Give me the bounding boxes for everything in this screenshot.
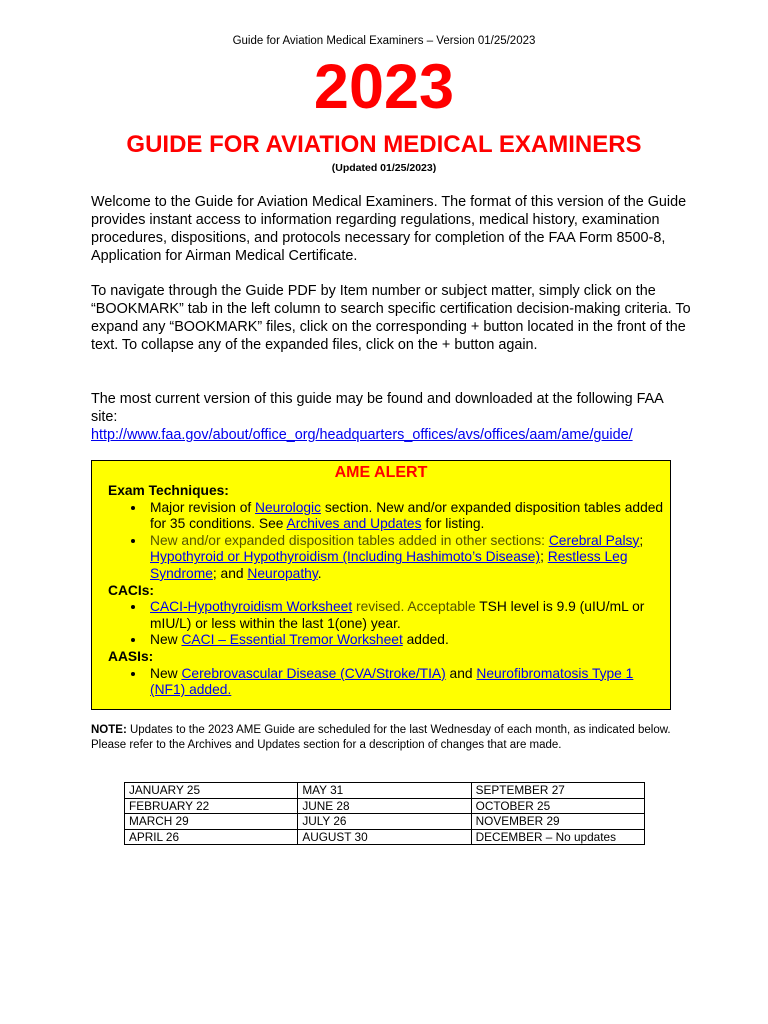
table-cell: APRIL 26 — [125, 829, 298, 845]
list-item — [146, 666, 670, 699]
table-row — [125, 798, 645, 814]
text: TSH level is 9.9 (uIU/mL or mIU/L) or less within the last 1(one) year. — [150, 599, 645, 631]
text: . — [317, 565, 322, 581]
aasis-heading: AASIs: — [108, 648, 154, 664]
alert-title: AME ALERT — [334, 464, 428, 481]
restless-leg-link[interactable]: Restless Leg Syndrome — [150, 549, 628, 581]
caci-hypothyroidism-link[interactable]: CACI-Hypothyroidism Worksheet — [150, 599, 353, 615]
update-note — [91, 723, 681, 753]
archives-updates-link[interactable]: Archives and Updates — [286, 516, 422, 532]
neuropathy-link[interactable]: Neuropathy — [247, 565, 318, 581]
ame-alert-box — [91, 460, 671, 710]
current-version-text: The most current version of this guide may be found and downloaded at the following FAA site: — [91, 391, 663, 425]
text: ; and — [212, 565, 248, 581]
table-cell: NOVEMBER 29 — [471, 814, 644, 830]
text: ; — [639, 532, 644, 548]
faa-guide-link[interactable]: http://www.faa.gov/about/office_org/headquarters_offices/avs/offices/aam/ame/guide/ — [91, 427, 633, 443]
list-item — [146, 533, 670, 583]
table-cell: FEBRUARY 22 — [125, 798, 298, 814]
table-row — [125, 814, 645, 830]
table-cell: SEPTEMBER 27 — [471, 783, 644, 799]
text: ; — [540, 549, 548, 565]
table-cell: OCTOBER 25 — [471, 798, 644, 814]
table-cell: AUGUST 30 — [298, 829, 471, 845]
list-item — [146, 599, 670, 632]
text: for listing. — [421, 516, 485, 532]
text: added. — [402, 632, 449, 648]
exam-techniques-list — [92, 500, 670, 583]
cacis-list — [92, 599, 670, 649]
table-row — [125, 783, 645, 799]
table-row — [125, 829, 645, 845]
updated-date: (Updated 01/25/2023) — [331, 162, 437, 174]
text: New — [150, 665, 182, 681]
text: Major revision of — [150, 499, 256, 515]
exam-techniques-heading: Exam Techniques: — [108, 483, 229, 498]
note-text: Updates to the 2023 AME Guide are scheduled for the last Wednesday of each month, as indicated below. Please refer to the Archives and Updates section for a description of changes that are made. — [91, 724, 671, 751]
text: New and/or expanded disposition tables added in other sections: — [150, 532, 549, 548]
current-version-paragraph — [91, 390, 691, 444]
cerebral-palsy-link[interactable]: Cerebral Palsy — [548, 532, 640, 548]
text: section. New and/or expanded disposition tables added for 35 conditions. See — [150, 499, 664, 532]
cerebrovascular-link[interactable]: Cerebrovascular Disease (CVA/Stroke/TIA) — [181, 665, 446, 681]
neurologic-link[interactable]: Neurologic — [255, 499, 321, 515]
table-cell: JUNE 28 — [298, 798, 471, 814]
page-header: Guide for Aviation Medical Examiners – Version 01/25/2023 — [232, 35, 536, 47]
navigate-paragraph: To navigate through the Guide PDF by Item number or subject matter, simply click on the “BOOKMARK” tab in the left column to search specific certification decision-making criteria. To expand any “BOOKMARK” files, click on the corresponding + button located in the front of the text. To collapse any of the expanded files, click on the + button again. — [91, 283, 691, 353]
text: and — [445, 665, 477, 681]
caci-essential-tremor-link[interactable]: CACI – Essential Tremor Worksheet — [181, 632, 403, 648]
table-cell: JULY 26 — [298, 814, 471, 830]
update-schedule-table — [124, 782, 645, 845]
text: revised. Acceptable — [352, 599, 480, 615]
text: New — [150, 632, 182, 648]
cacis-heading: CACIs: — [108, 582, 154, 598]
neurofibromatosis-link[interactable]: Neurofibromatosis Type 1 (NF1) added. — [150, 665, 634, 698]
list-item — [146, 500, 670, 533]
table-cell: MAY 31 — [298, 783, 471, 799]
intro-paragraph: Welcome to the Guide for Aviation Medical Examiners. The format of this version of the Guide provides instant access to information regarding regulations, medical history, examination procedures, dispositions, and protocols necessary for completion of the FAA Form 8500-8, Application for Airman Medical Certificate. — [91, 194, 687, 264]
document-title: GUIDE FOR AVIATION MEDICAL EXAMINERS — [126, 131, 642, 158]
table-cell: DECEMBER – No updates — [471, 829, 644, 845]
year-title: 2023 — [313, 52, 455, 122]
table-cell: MARCH 29 — [125, 814, 298, 830]
list-item — [146, 632, 670, 649]
hypothyroid-link[interactable]: Hypothyroid or Hypothyroidism (Including Hashimoto’s Disease) — [150, 549, 541, 565]
table-cell: JANUARY 25 — [125, 783, 298, 799]
note-label: NOTE: — [91, 724, 127, 736]
aasis-list — [92, 666, 670, 699]
